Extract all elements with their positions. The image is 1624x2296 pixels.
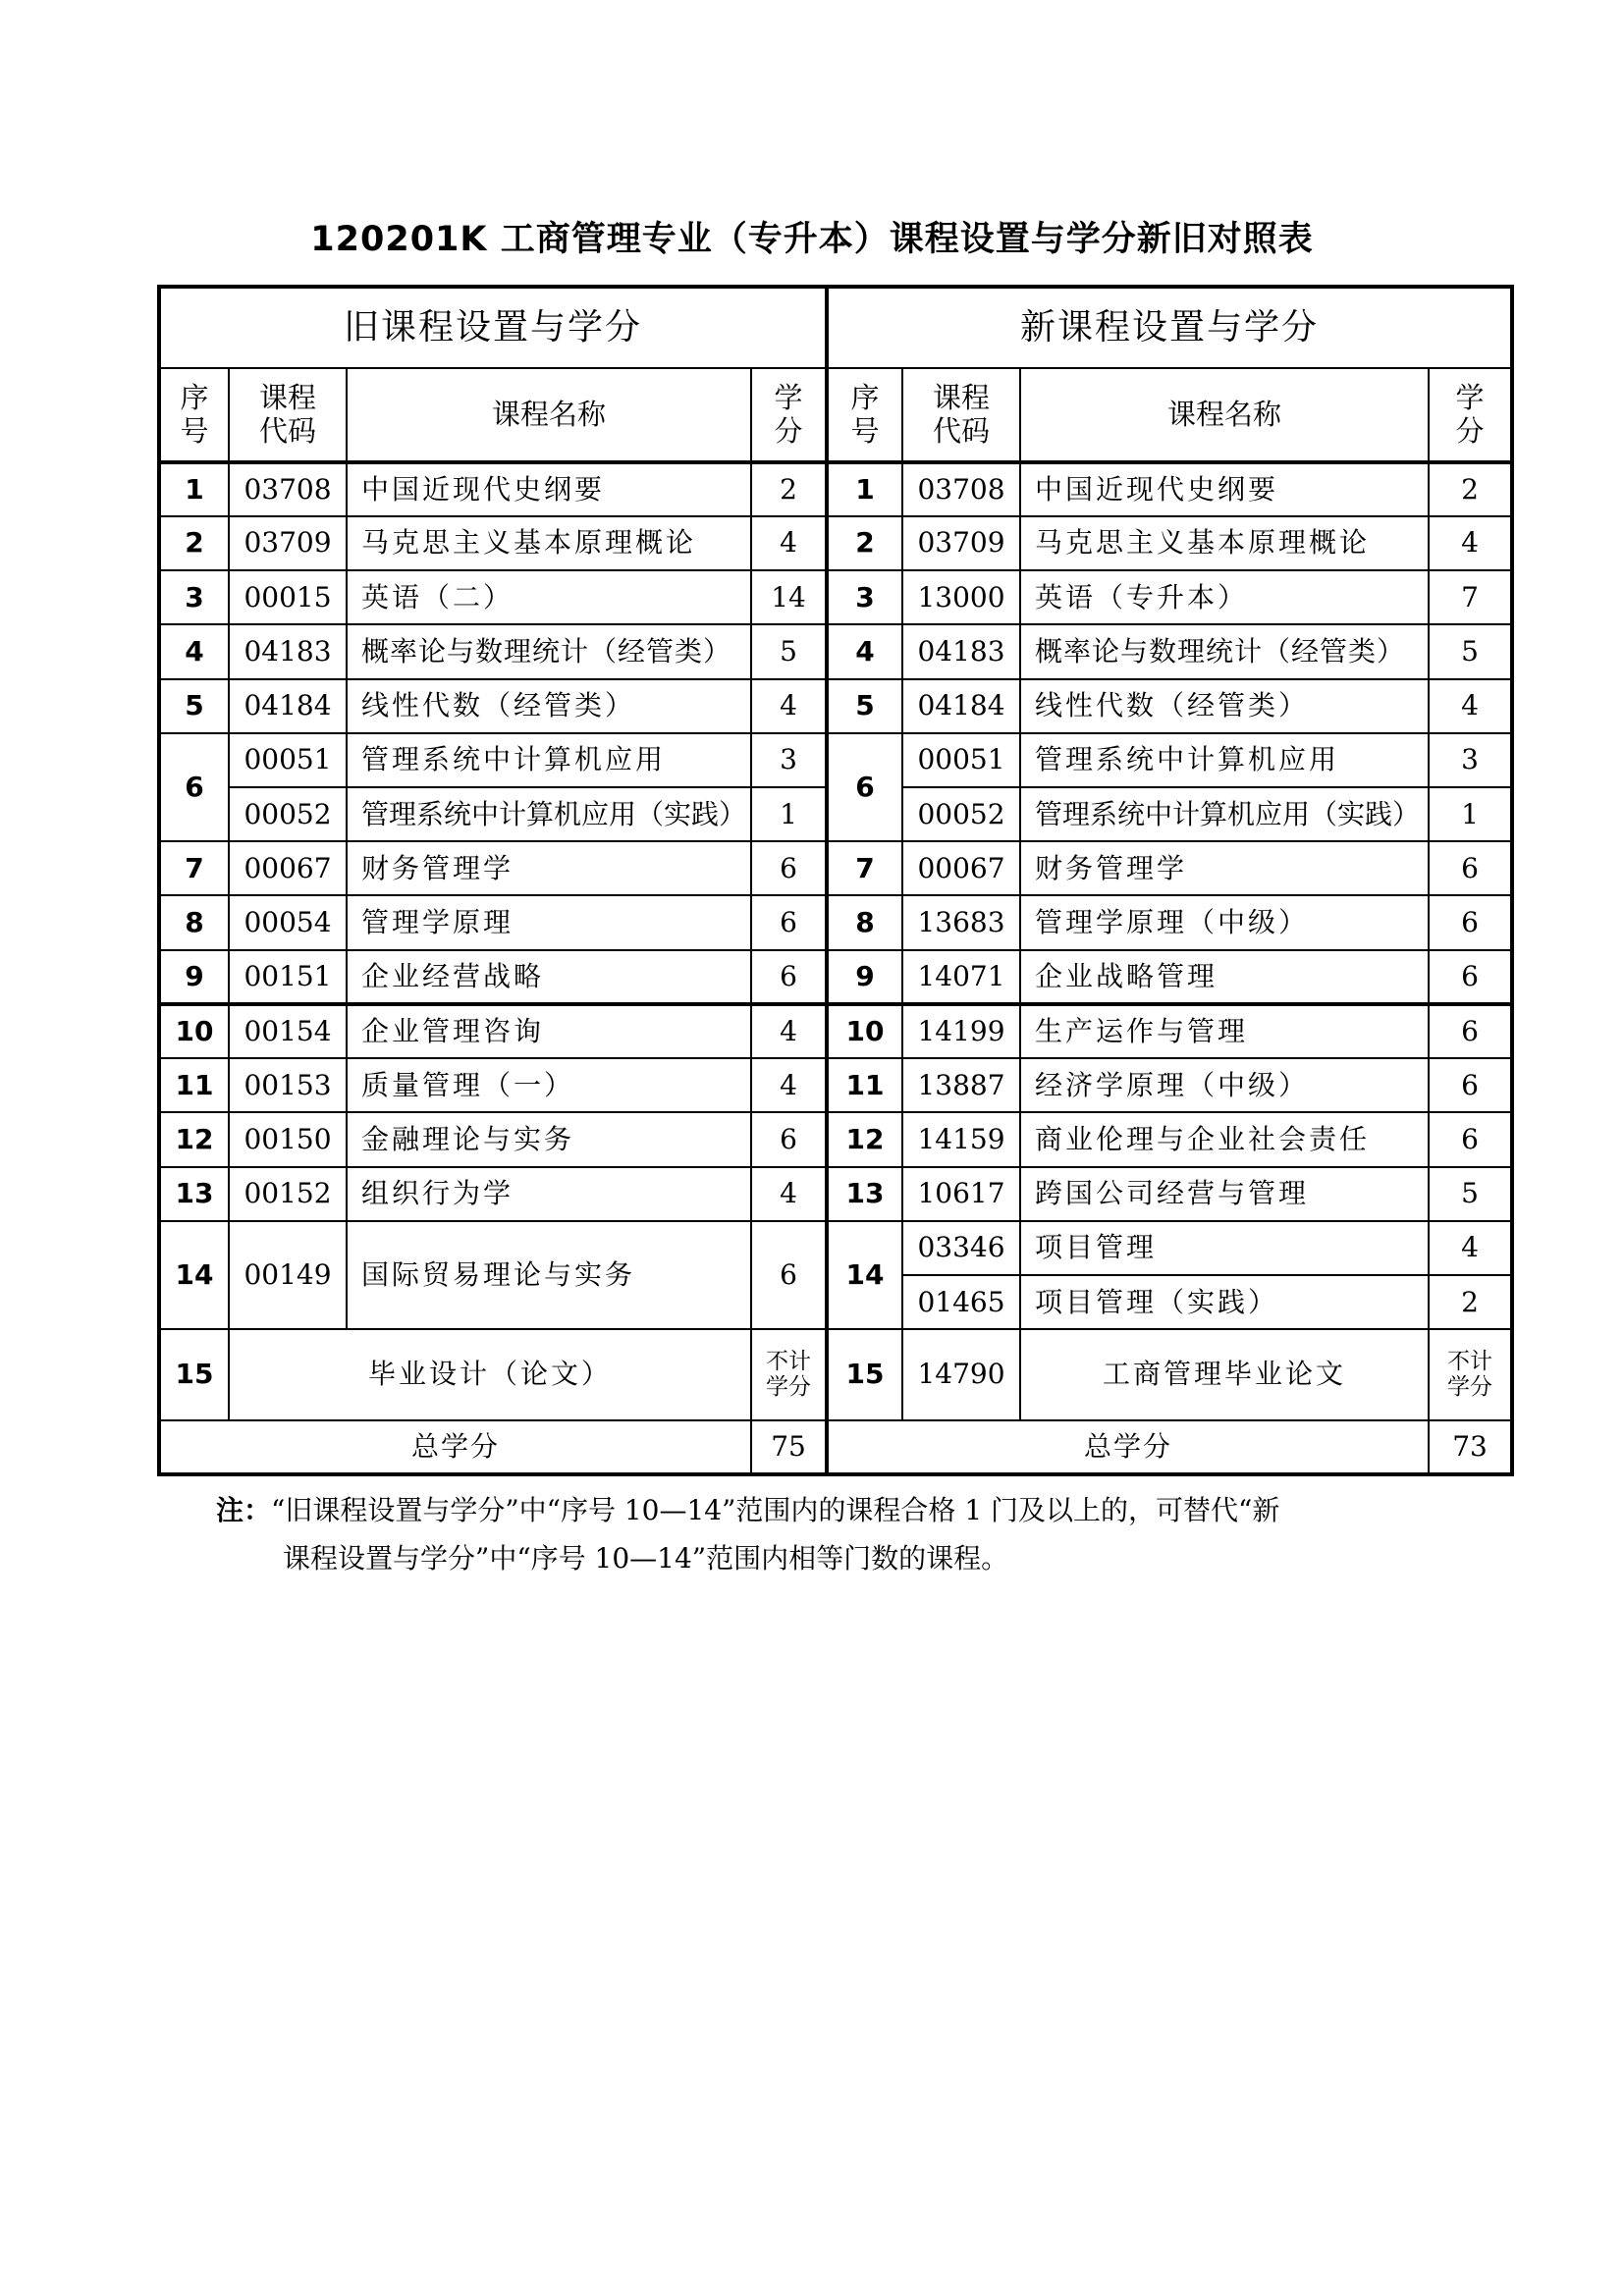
old-course-code: 00153 [229, 1058, 347, 1112]
old-course-name: 毕业设计（论文） [229, 1329, 751, 1419]
new-course-name: 项目管理 [1020, 1221, 1429, 1275]
old-course-code: 04184 [229, 679, 347, 733]
old-code-header: 课程 代码 [229, 368, 347, 461]
new-course-code: 14790 [902, 1329, 1020, 1419]
new-credit: 4 [1429, 516, 1512, 570]
new-course-name: 生产运作与管理 [1020, 1004, 1429, 1058]
new-course-code: 13683 [902, 895, 1020, 949]
new-seq: 6 [827, 733, 902, 841]
new-course-code: 04184 [902, 679, 1020, 733]
new-course-code: 03709 [902, 516, 1020, 570]
new-course-name: 管理系统中计算机应用（实践） [1020, 787, 1429, 841]
old-seq: 1 [159, 462, 229, 516]
old-credit: 6 [751, 1221, 827, 1329]
old-course-name: 质量管理（一） [347, 1058, 751, 1112]
old-course-name: 英语（二） [347, 570, 751, 624]
table-row [159, 679, 1512, 733]
old-course-code: 00154 [229, 1004, 347, 1058]
new-credit-header: 学 分 [1429, 368, 1512, 461]
new-total-value: 73 [1429, 1420, 1512, 1474]
old-course-name: 管理系统中计算机应用 [347, 733, 751, 787]
footnote-line-1: “旧课程设置与学分”中“序号 10—14”范围内的课程合格 1 门及以上的，可替代“新 [271, 1494, 1280, 1526]
new-course-code: 00052 [902, 787, 1020, 841]
table-row [159, 1004, 1512, 1058]
new-seq: 3 [827, 570, 902, 624]
old-course-name: 财务管理学 [347, 841, 751, 895]
old-credit: 3 [751, 733, 827, 787]
new-credit: 6 [1429, 950, 1512, 1004]
new-course-name: 马克思主义基本原理概论 [1020, 516, 1429, 570]
old-credit: 4 [751, 679, 827, 733]
new-credit: 6 [1429, 841, 1512, 895]
course-comparison-table [157, 285, 1514, 1476]
old-course-code: 00054 [229, 895, 347, 949]
table-row [159, 1221, 1512, 1275]
new-course-code: 00051 [902, 733, 1020, 787]
old-course-name: 金融理论与实务 [347, 1112, 751, 1166]
old-course-name: 中国近现代史纲要 [347, 462, 751, 516]
table-row [159, 570, 1512, 624]
old-course-code: 00152 [229, 1167, 347, 1221]
old-seq: 6 [159, 733, 229, 841]
new-seq: 8 [827, 895, 902, 949]
old-course-code: 00067 [229, 841, 347, 895]
table-row [159, 462, 1512, 516]
old-course-name: 管理系统中计算机应用（实践） [347, 787, 751, 841]
old-course-code: 03708 [229, 462, 347, 516]
old-name-header: 课程名称 [347, 368, 751, 461]
old-course-name: 企业经营战略 [347, 950, 751, 1004]
old-course-code: 00051 [229, 733, 347, 787]
new-seq: 14 [827, 1221, 902, 1329]
new-course-name: 财务管理学 [1020, 841, 1429, 895]
new-credit: 不计 学分 [1429, 1329, 1512, 1419]
new-course-name: 商业伦理与企业社会责任 [1020, 1112, 1429, 1166]
footnote [216, 1486, 1463, 1582]
new-course-name: 项目管理（实践） [1020, 1275, 1429, 1329]
old-seq: 12 [159, 1112, 229, 1166]
new-course-code: 14159 [902, 1112, 1020, 1166]
old-course-name: 概率论与数理统计（经管类） [347, 624, 751, 678]
new-credit: 4 [1429, 1221, 1512, 1275]
old-course-name: 企业管理咨询 [347, 1004, 751, 1058]
new-course-code: 04183 [902, 624, 1020, 678]
old-credit: 5 [751, 624, 827, 678]
old-seq: 11 [159, 1058, 229, 1112]
new-seq: 12 [827, 1112, 902, 1166]
table-row [159, 1058, 1512, 1112]
new-course-code: 13887 [902, 1058, 1020, 1112]
new-credit: 6 [1429, 1004, 1512, 1058]
new-course-code: 14199 [902, 1004, 1020, 1058]
old-credit: 4 [751, 1167, 827, 1221]
old-seq: 14 [159, 1221, 229, 1329]
new-credit: 5 [1429, 624, 1512, 678]
new-course-name: 跨国公司经营与管理 [1020, 1167, 1429, 1221]
old-credit: 4 [751, 1058, 827, 1112]
new-credit: 6 [1429, 895, 1512, 949]
old-course-code: 00052 [229, 787, 347, 841]
old-course-name: 管理学原理 [347, 895, 751, 949]
old-credit: 14 [751, 570, 827, 624]
old-course-code: 00150 [229, 1112, 347, 1166]
new-seq: 10 [827, 1004, 902, 1058]
new-course-code: 00067 [902, 841, 1020, 895]
old-seq: 15 [159, 1329, 229, 1419]
old-credit: 2 [751, 462, 827, 516]
new-course-name: 线性代数（经管类） [1020, 679, 1429, 733]
new-course-name: 企业战略管理 [1020, 950, 1429, 1004]
old-seq: 2 [159, 516, 229, 570]
old-total-label: 总学分 [159, 1420, 751, 1474]
new-credit: 6 [1429, 1058, 1512, 1112]
old-credit: 不计 学分 [751, 1329, 827, 1419]
new-course-code: 03346 [902, 1221, 1020, 1275]
new-course-name: 概率论与数理统计（经管类） [1020, 624, 1429, 678]
old-credit: 4 [751, 516, 827, 570]
new-code-header: 课程 代码 [902, 368, 1020, 461]
new-total-label: 总学分 [827, 1420, 1429, 1474]
new-credit: 3 [1429, 733, 1512, 787]
new-seq: 5 [827, 679, 902, 733]
new-course-code: 13000 [902, 570, 1020, 624]
new-seq: 4 [827, 624, 902, 678]
new-name-header: 课程名称 [1020, 368, 1429, 461]
new-credit: 2 [1429, 462, 1512, 516]
new-course-code: 03708 [902, 462, 1020, 516]
old-course-name: 马克思主义基本原理概论 [347, 516, 751, 570]
table-row [159, 1329, 1512, 1419]
section-header-row [159, 287, 1512, 368]
new-credit: 2 [1429, 1275, 1512, 1329]
footnote-label: 注： [216, 1494, 272, 1526]
old-course-code: 03709 [229, 516, 347, 570]
old-seq-header: 序 号 [159, 368, 229, 461]
total-row [159, 1420, 1512, 1474]
new-seq: 1 [827, 462, 902, 516]
old-seq: 8 [159, 895, 229, 949]
old-seq: 3 [159, 570, 229, 624]
old-seq: 13 [159, 1167, 229, 1221]
new-seq: 7 [827, 841, 902, 895]
new-credit: 1 [1429, 787, 1512, 841]
old-course-name: 组织行为学 [347, 1167, 751, 1221]
table-row [159, 1167, 1512, 1221]
table-row [159, 516, 1512, 570]
table-row [159, 950, 1512, 1004]
new-credit: 5 [1429, 1167, 1512, 1221]
column-header-row [159, 368, 1512, 461]
new-seq: 13 [827, 1167, 902, 1221]
old-total-value: 75 [751, 1420, 827, 1474]
new-credit: 7 [1429, 570, 1512, 624]
old-seq: 9 [159, 950, 229, 1004]
old-course-code: 04183 [229, 624, 347, 678]
old-credit: 6 [751, 841, 827, 895]
new-credit: 6 [1429, 1112, 1512, 1166]
old-credit: 6 [751, 895, 827, 949]
old-course-name: 国际贸易理论与实务 [347, 1221, 751, 1329]
old-seq: 7 [159, 841, 229, 895]
new-course-name: 中国近现代史纲要 [1020, 462, 1429, 516]
table-row [159, 841, 1512, 895]
new-course-name: 管理系统中计算机应用 [1020, 733, 1429, 787]
old-course-code: 00015 [229, 570, 347, 624]
old-course-code: 00151 [229, 950, 347, 1004]
old-credit: 6 [751, 950, 827, 1004]
new-seq: 15 [827, 1329, 902, 1419]
new-course-name: 经济学原理（中级） [1020, 1058, 1429, 1112]
page-title: 120201K 工商管理专业（专升本）课程设置与学分新旧对照表 [310, 220, 1314, 259]
old-seq: 10 [159, 1004, 229, 1058]
new-course-code: 01465 [902, 1275, 1020, 1329]
new-credit: 4 [1429, 679, 1512, 733]
new-course-name: 工商管理毕业论文 [1020, 1329, 1429, 1419]
table-row [159, 733, 1512, 787]
old-credit-header: 学 分 [751, 368, 827, 461]
new-course-code: 10617 [902, 1167, 1020, 1221]
new-section-title: 新课程设置与学分 [827, 287, 1512, 368]
footnote-line-2: 课程设置与学分”中“序号 10—14”范围内相等门数的课程。 [283, 1542, 1009, 1575]
old-credit: 6 [751, 1112, 827, 1166]
old-course-code: 00149 [229, 1221, 347, 1329]
table-row [159, 624, 1512, 678]
new-course-name: 管理学原理（中级） [1020, 895, 1429, 949]
new-course-name: 英语（专升本） [1020, 570, 1429, 624]
new-course-code: 14071 [902, 950, 1020, 1004]
old-credit: 1 [751, 787, 827, 841]
old-credit: 4 [751, 1004, 827, 1058]
new-seq: 11 [827, 1058, 902, 1112]
new-seq: 9 [827, 950, 902, 1004]
table-row [159, 895, 1512, 949]
new-seq-header: 序 号 [827, 368, 902, 461]
old-course-name: 线性代数（经管类） [347, 679, 751, 733]
old-section-title: 旧课程设置与学分 [159, 287, 827, 368]
old-seq: 5 [159, 679, 229, 733]
table-row [159, 1112, 1512, 1166]
old-seq: 4 [159, 624, 229, 678]
new-seq: 2 [827, 516, 902, 570]
